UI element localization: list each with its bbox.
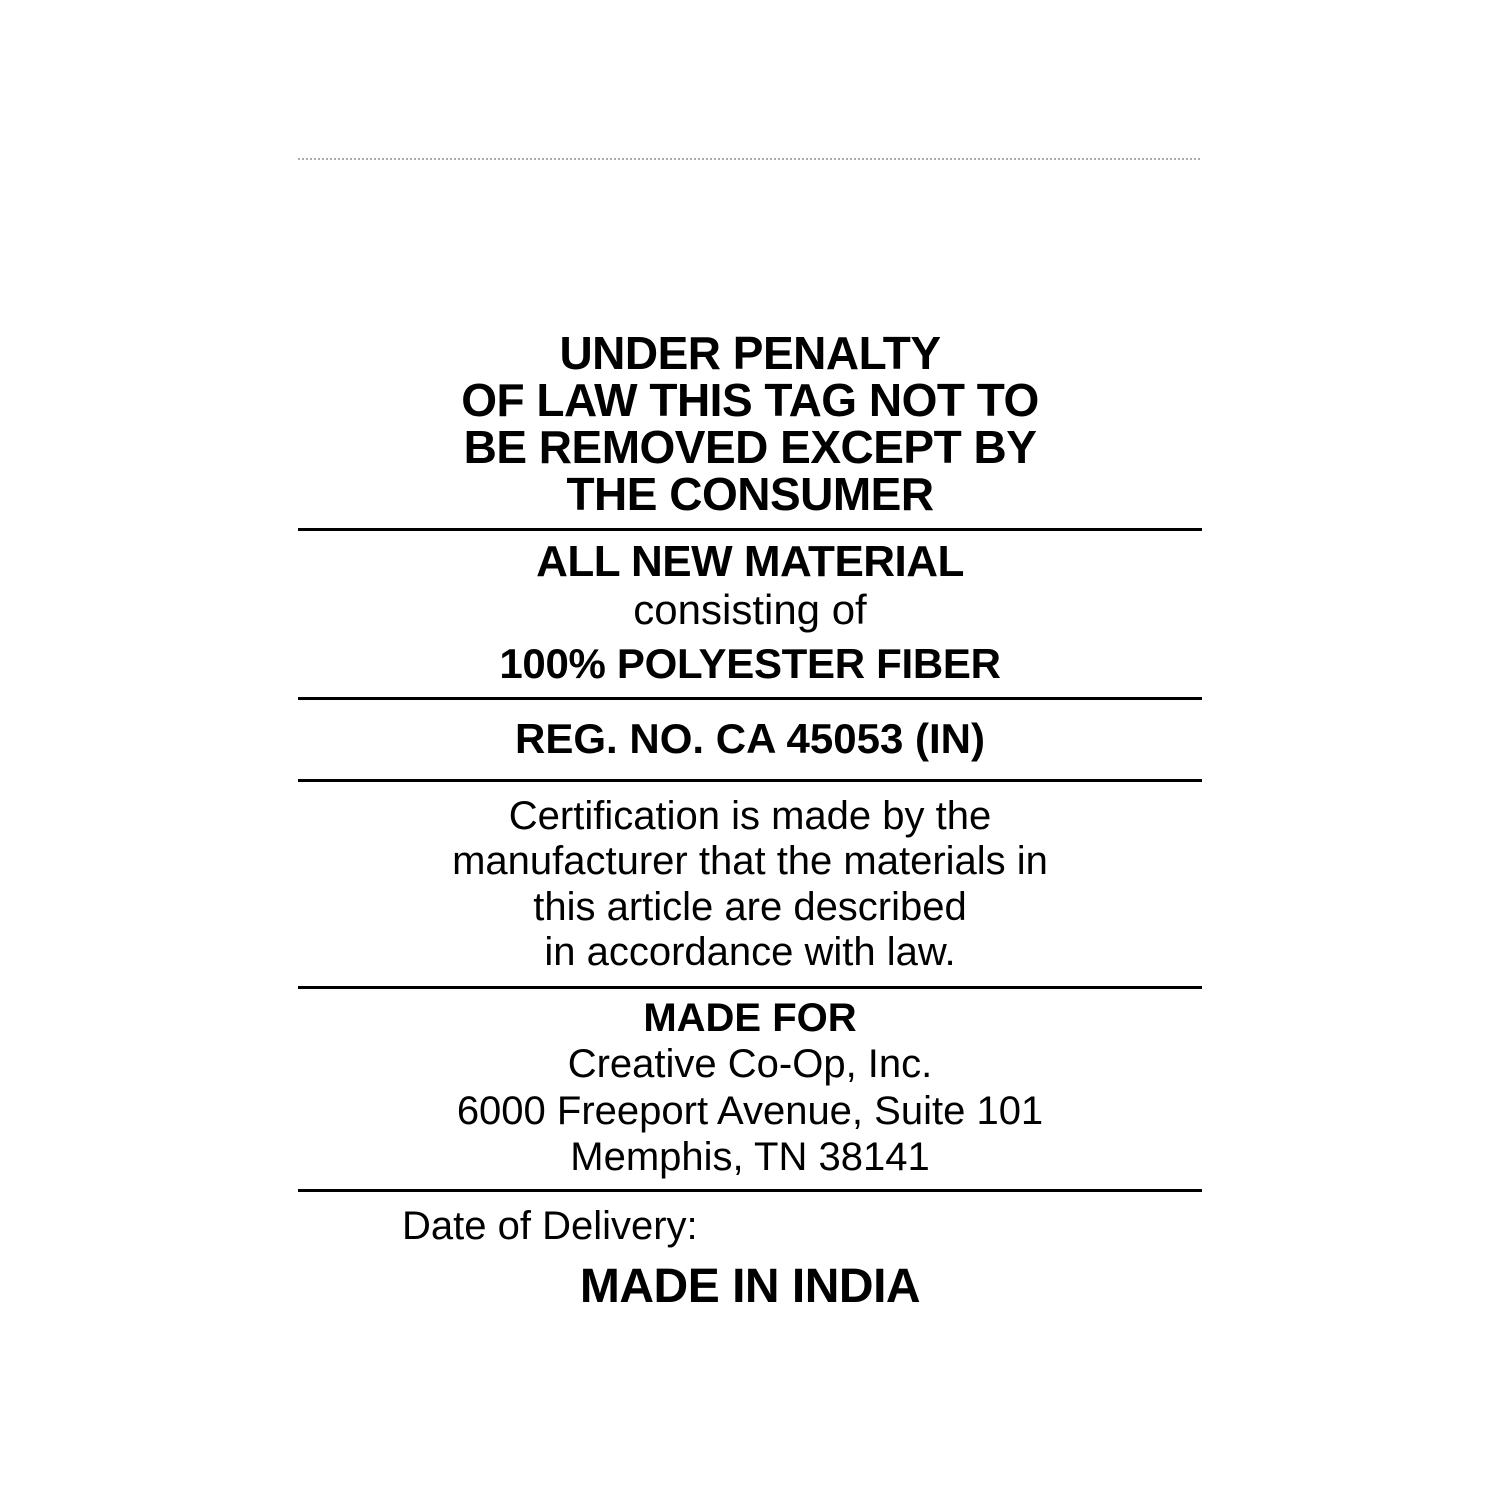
material-connector: consisting of <box>633 585 867 633</box>
material-heading: ALL NEW MATERIAL <box>536 536 964 586</box>
company-city-state-zip: Memphis, TN 38141 <box>570 1135 930 1180</box>
penalty-notice-line-4: THE CONSUMER <box>566 467 934 520</box>
perforation-line <box>298 158 1200 162</box>
registration-number <box>298 700 1202 778</box>
penalty-notice-line-1: UNDER PENALTY <box>559 327 941 379</box>
penalty-notice-line-2: OF LAW THIS TAG NOT TO <box>461 373 1039 426</box>
country-of-origin: MADE IN INDIA <box>579 1259 921 1313</box>
company-street: 6000 Freeport Avenue, Suite 101 <box>456 1088 1044 1133</box>
penalty-notice <box>298 327 1202 528</box>
certification-line-4: in accordance with law. <box>544 930 956 975</box>
penalty-notice-line-3: BE REMOVED EXCEPT BY <box>463 420 1037 473</box>
registration-number-text: REG. NO. CA 45053 (IN) <box>515 715 985 763</box>
delivery-origin-section <box>298 1192 1202 1316</box>
certification-line-3: this article are described <box>533 884 967 929</box>
certification-statement <box>298 782 1202 986</box>
fiber-content: 100% POLYESTER FIBER <box>499 639 1001 687</box>
material-section <box>298 531 1202 698</box>
label-body <box>298 327 1202 1315</box>
made-for-heading: MADE FOR <box>643 996 857 1041</box>
certification-line-2: manufacturer that the materials in <box>452 839 1048 884</box>
made-for-section <box>298 989 1202 1189</box>
date-of-delivery-label: Date of Delivery: <box>402 1203 698 1248</box>
certification-line-1: Certification is made by the <box>508 793 992 838</box>
company-name: Creative Co-Op, Inc. <box>567 1042 933 1087</box>
